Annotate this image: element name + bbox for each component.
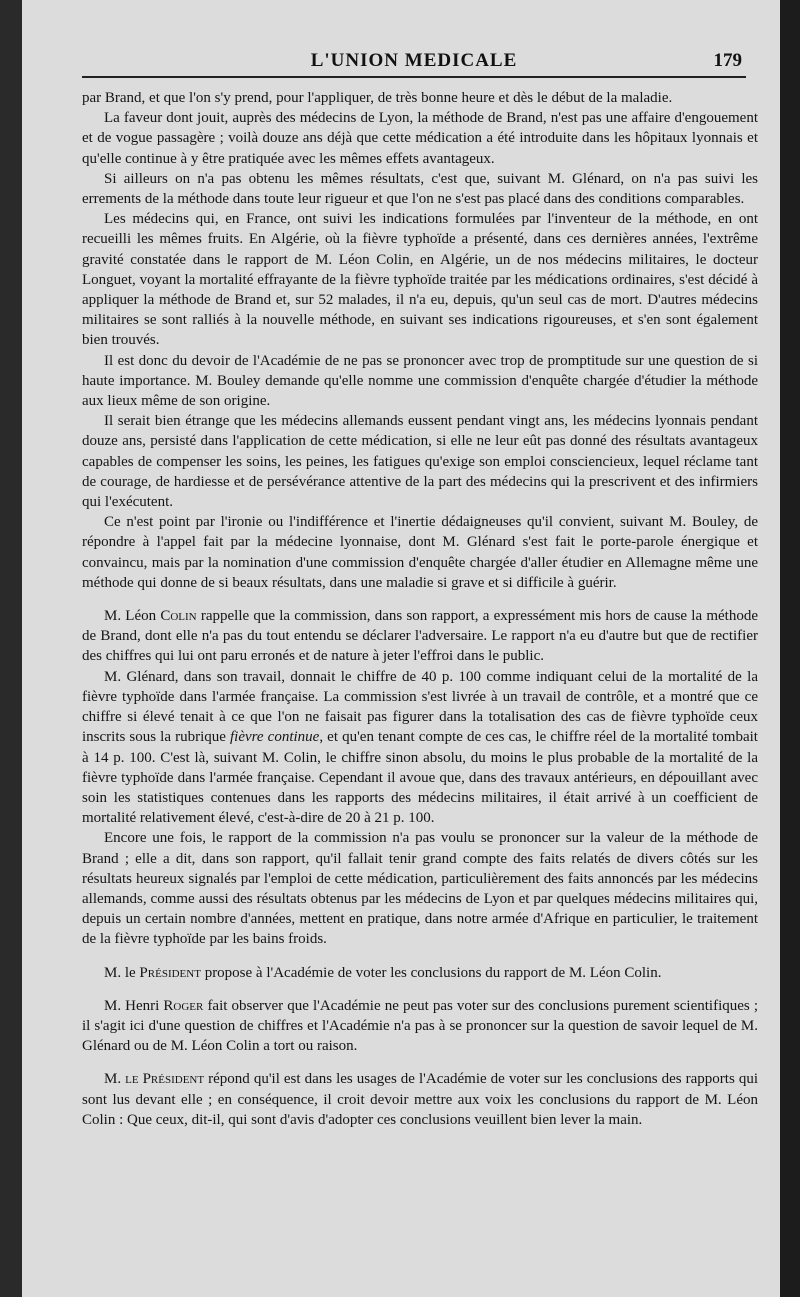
- page-number: 179: [713, 50, 742, 71]
- page-edge-shadow: [780, 0, 800, 1297]
- paragraph: Il est donc du devoir de l'Académie de ne pas se prononcer avec trop de promptitude sur une question de si haute importance. M. Bouley demande qu'elle nomme une commission d'enquête chargée d'étudier la méthode aux lieux même de son origine.: [82, 352, 758, 410]
- paragraph-text: répond qu'il est dans les usages de l'Académie de voter sur les conclusions des rapports qui sont lus devant elle ; en conséquence, il croit devoir mettre aux voix les conclusions du rapport de M. Léon Colin : Que ceux, dit-il, qui sont d'avis d'adopter ces conclusions veuillent bien lever la main.: [82, 1071, 758, 1128]
- paragraph: Ce n'est point par l'ironie ou l'indifférence et l'inertie dédaigneuses qu'il convient, suivant M. Bouley, de répondre à l'appel fait par la médecine lyonnaise, dont M. Glénard s'est fait le porte-parole énergique et convaincu, mais par la nomination d'une commission d'enquête chargée d'aller étudier en Allemagne même une méthode qui donne de si beaux résultats, dans une maladie si grave et si difficile à guérir.: [82, 514, 758, 591]
- page-header: [82, 48, 746, 78]
- speaker-name: le Président: [125, 1071, 205, 1088]
- paragraph-text: , et qu'en tenant compte de ces cas, le chiffre réel de la mortalité tombait à 14 p. 100. C'est là, suivant M. Colin, le chiffre sinon absolu, du moins le plus probable de la mortalité de la fièvre typhoïde dans l'armée française. Cependant il avoue que, dans des travaux antérieurs, en dépouillant avec soin les statistiques contenues dans les rapports des médecins militaires, il était arrivé à un coefficient de mortalité relativement élevé, c'est-à-dire de 20 à 21 p. 100.: [82, 729, 758, 827]
- speaker-name: Colin: [160, 608, 197, 625]
- paragraph-glenard: [82, 667, 758, 829]
- paragraph-roger: [82, 996, 758, 1057]
- paragraph: par Brand, et que l'on s'y prend, pour l'appliquer, de très bonne heure et dès le début de la maladie.: [82, 90, 673, 106]
- paragraph-text: M. Glénard, dans son travail, donnait le chiffre de 40 p. 100 comme indiquant celui de la mortalité de la fièvre typhoïde dans l'armée française. La commission s'est livrée à un travail de contrôle, et a montré que ce chiffre si élevé tenait à ce que l'on ne faisait pas figurer dans la totalisation des cas de fièvre typhoïde ceux inscrits sous la rubrique: [82, 668, 758, 746]
- journal-title: L'UNION MEDICALE: [310, 50, 518, 71]
- speaker-name: Président: [139, 964, 201, 981]
- speaker-prefix: M. Henri: [104, 997, 164, 1014]
- paragraph-colin: [82, 606, 758, 667]
- document-page: [22, 0, 780, 1297]
- paragraph-text: fait observer que l'Académie ne peut pas voter sur des conclusions purement scientifiques ; il s'agit ici d'une question de chiffres et l'Académie n'a pas à se prononcer sur la question de savoir lequel de M. Glénard ou de M. Léon Colin a tort ou raison.: [82, 997, 758, 1055]
- paragraph: Si ailleurs on n'a pas obtenu les mêmes résultats, c'est que, suivant M. Glénard, on n'a pas suivi les errements de la méthode dans toute leur rigueur et que l'on ne s'est pas placé dans des conditions comparables.: [82, 170, 758, 208]
- paragraph-president: [82, 963, 758, 983]
- paragraph: Il serait bien étrange que les médecins allemands eussent pendant vingt ans, les médecins lyonnais pendant douze ans, persisté dans l'application de cette médication, si elle ne leur eût pas donné des résultats avantageux capables de compenser les soins, les peines, les fatigues qu'exige son emploi consciencieux, lequel réclame tant de courage, de hardiesse et de persévérance attentive de la part des médecins qui la prescrivent et des infirmiers qui l'exécutent.: [82, 413, 758, 511]
- article-body: [82, 88, 758, 1130]
- paragraph: Encore une fois, le rapport de la commission n'a pas voulu se prononcer sur la valeur de la méthode de Brand ; elle a dit, dans son rapport, qu'il fallait tenir grand compte des faits relatés de divers côtés sur les résultats heureux signalés par l'emploi de cette médication, particulièrement des faits annoncés par les médecins allemands, comme aussi des résultats obtenus par les médecins de Lyon et par quelques médecins militaires qui, depuis un certain nombre d'années, mettent en pratique, dans notre armée d'Afrique en particulier, le traitement de la fièvre typhoïde par les bains froids.: [82, 830, 758, 948]
- emphasized-term: fièvre continue: [230, 729, 320, 746]
- speaker-prefix: M. Léon: [104, 608, 161, 625]
- paragraph: Les médecins qui, en France, ont suivi les indications formulées par l'inventeur de la méthode, en ont recueilli les mêmes fruits. En Algérie, où la fièvre typhoïde a présenté, dans ces dernières années, l'extrême gravité constatée dans le rapport de M. Léon Colin, en Algérie, un de nos médecins militaires, le docteur Longuet, voyant la mortalité effrayante de la fièvre typhoïde traitée par les médications ordinaires, s'est décidé à appliquer la méthode de Brand et, sur 52 malades, il n'a eu, depuis, qu'un seul cas de mort. D'autres médecins militaires se sont ralliés à la nouvelle méthode, en suivant ses indications rigoureuses, et s'en sont également bien trouvés.: [82, 211, 758, 349]
- paragraph-text: rappelle que la commission, dans son rapport, a expressément mis hors de cause la méthode de Brand, dont elle n'a pas du tout entendu se déclarer l'adversaire. Le rapport n'a eu d'autre but que de rectifier des chiffres qui lui ont paru erronés et de nature à jeter l'effroi dans le public.: [82, 608, 758, 665]
- speaker-name: Roger: [163, 997, 204, 1014]
- speaker-prefix: M.: [104, 1071, 126, 1088]
- paragraph-text: propose à l'Académie de voter les conclusions du rapport de M. Léon Colin.: [200, 964, 662, 981]
- paragraph: La faveur dont jouit, auprès des médecins de Lyon, la méthode de Brand, n'est pas une affaire d'engouement et de vogue passagère ; voilà douze ans déjà que cette médication a été introduite dans les hôpitaux lyonnais et qu'elle continue à y être pratiquée avec les mêmes effets avantageux.: [82, 110, 758, 167]
- paragraph-president-reply: [82, 1069, 758, 1130]
- speaker-prefix: M. le: [104, 964, 140, 981]
